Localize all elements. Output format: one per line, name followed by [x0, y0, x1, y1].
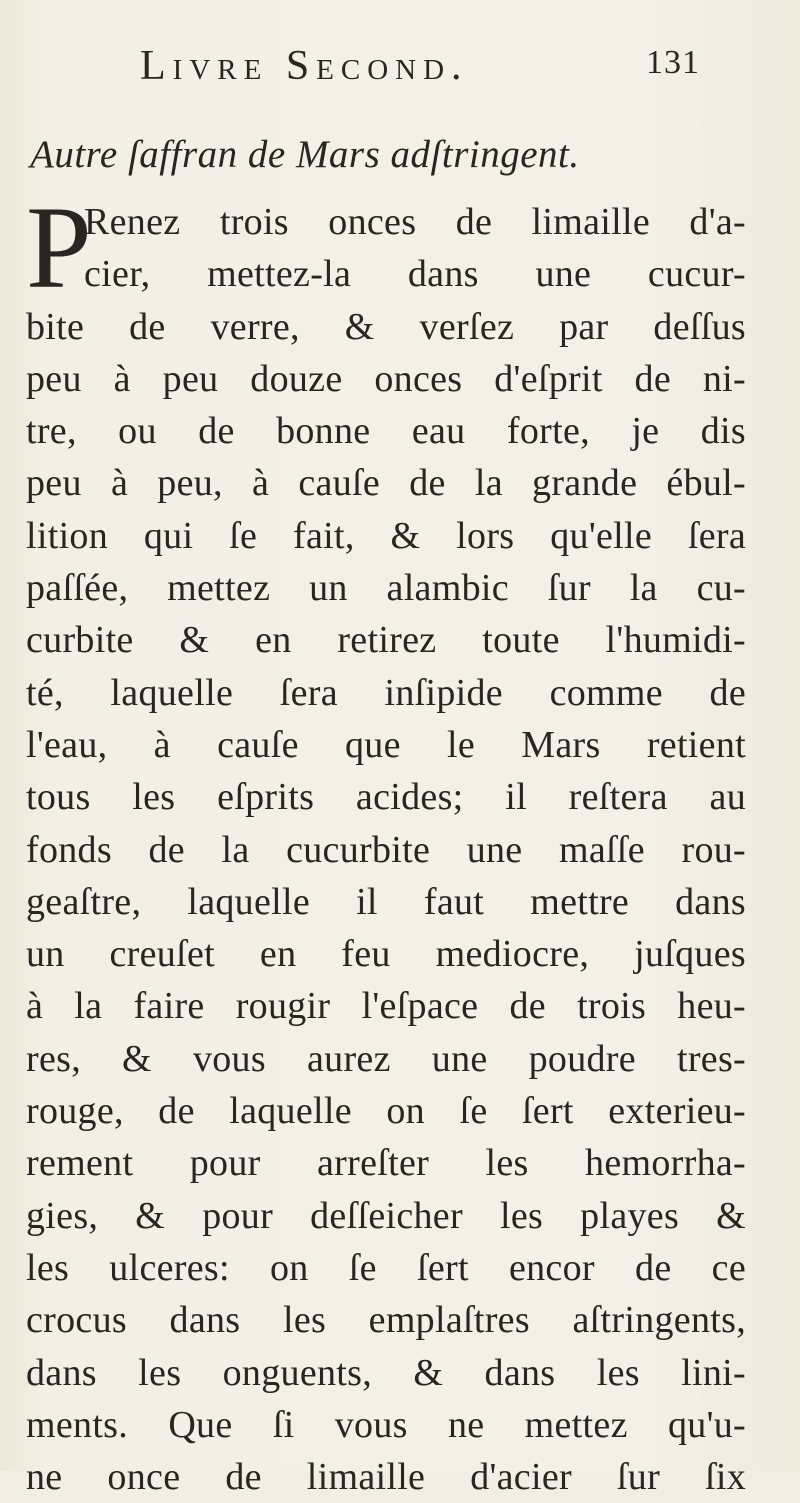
- text-line: res, & vous aurez une poudre tres-: [26, 1037, 746, 1080]
- text-line: ments. Que ſi vous ne mettez qu'u-: [26, 1403, 746, 1446]
- text-line: rouge, de laquelle on ſe ſert exterieu-: [26, 1090, 746, 1133]
- text-line: peu à peu, à cauſe de la grande ébul-: [26, 462, 746, 505]
- text-line: les ulceres: on ſe ſert encor de ce: [26, 1246, 746, 1289]
- text-line: paſſée, mettez un alambic ſur la cu-: [26, 567, 746, 610]
- text-line: à la faire rougir l'eſpace de trois heu-: [26, 985, 746, 1028]
- text-line: crocus dans les emplaſtres aſtringents,: [26, 1299, 746, 1342]
- text-line: tous les eſprits acides; il reſtera au: [26, 776, 746, 819]
- text-line: tre, ou de bonne eau forte, je dis: [26, 410, 746, 453]
- text-line: fonds de la cucurbite une maſſe rou-: [26, 828, 746, 871]
- page-number: 131: [646, 44, 700, 81]
- text-line: rement pour arreſter les hemorrha-: [26, 1142, 746, 1185]
- text-line: lition qui ſe fait, & lors qu'elle ſera: [26, 514, 746, 557]
- text-line: geaſtre, laquelle il faut mettre dans: [26, 880, 746, 923]
- text-line: ne once de limaille d'acier ſur ſix: [26, 1456, 746, 1499]
- body-text: [26, 182, 746, 1503]
- text-line: té, laquelle ſera inſipide comme de: [26, 671, 746, 714]
- text-line: curbite & en retirez toute l'humidi-: [26, 619, 746, 662]
- text-line: dans les onguents, & dans les lini-: [26, 1351, 746, 1394]
- text-line: l'eau, à cauſe que le Mars retient: [26, 723, 746, 766]
- text-line: cier, mettez-la dans une cucur-: [84, 253, 746, 296]
- drop-cap: P: [26, 182, 92, 313]
- text-line: gies, & pour deſſeicher les playes &: [26, 1194, 746, 1237]
- text-line: bite de verre, & verſez par deſſus: [26, 305, 746, 348]
- section-title: Autre ſaffran de Mars adſtringent.: [30, 133, 580, 176]
- text-line: peu à peu douze onces d'eſprit de ni-: [26, 357, 746, 400]
- text-line: un creuſet en feu mediocre, juſques: [26, 933, 746, 976]
- page-header: [140, 42, 700, 92]
- running-title: Livre Second.: [140, 43, 469, 89]
- text-line: Renez trois onces de limaille d'a-: [84, 201, 746, 243]
